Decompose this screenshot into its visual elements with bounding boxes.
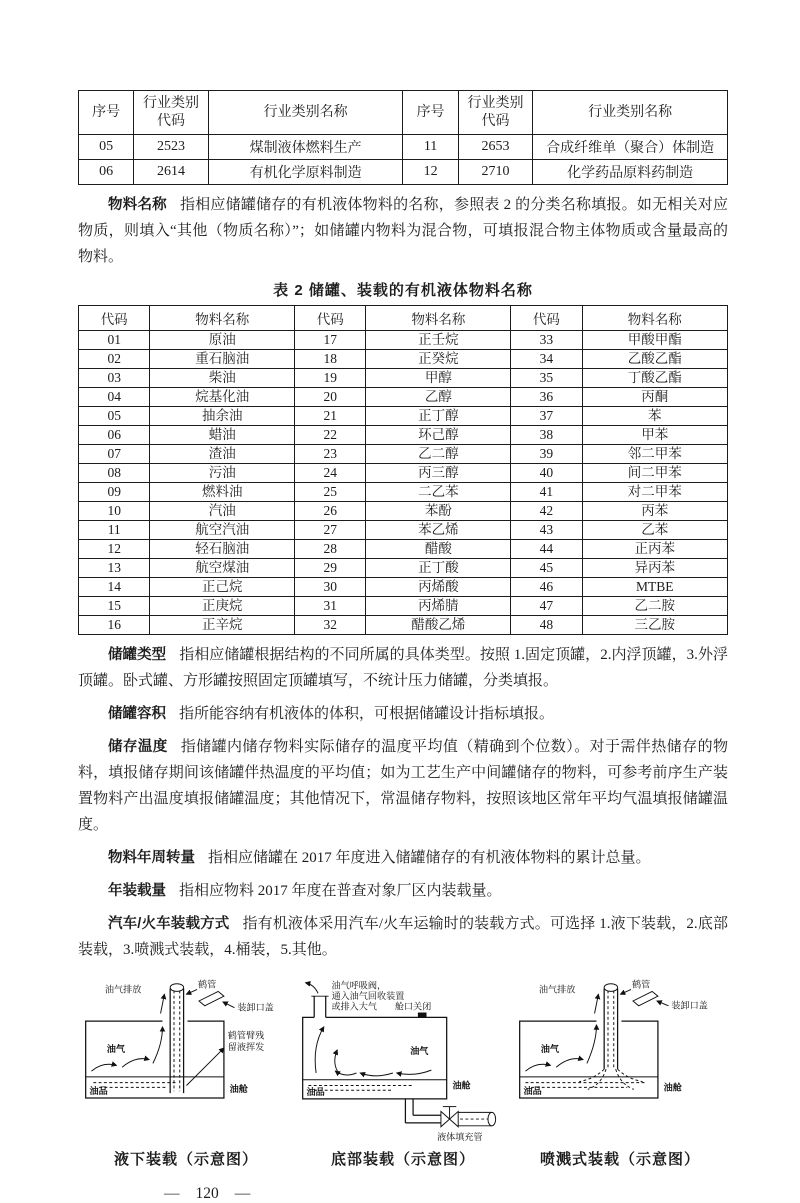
arm-pointer-arrow (620, 989, 631, 994)
table-cell: 污油 (150, 464, 295, 483)
breather-valve-label-line3: 或排入大气 (331, 1001, 378, 1012)
column-header: 代码 (79, 306, 150, 331)
cover-pointer-arrow (657, 1001, 669, 1006)
term-definition: 指相应储罐储存的有机液体物料的名称，参照表 2 的分类名称填报。如无相关对应物质，则填入“其他（物质名称）”；如储罐内物料为混合物，可填报混合物主体物质或含量最高的物料。 (78, 197, 729, 265)
table-cell: 重石脑油 (150, 350, 295, 369)
table-cell: 渣油 (150, 445, 295, 464)
table-cell: 蜡油 (150, 426, 295, 445)
table-cell: 甲苯 (582, 426, 727, 445)
table-cell: 甲醇 (366, 369, 511, 388)
page-number: 120 (195, 1185, 219, 1202)
table-cell: 36 (511, 388, 582, 407)
table-cell: 29 (295, 559, 366, 578)
table-cell: 18 (295, 350, 366, 369)
table-cell: 26 (295, 502, 366, 521)
table-cell: 46 (511, 578, 582, 597)
table-cell: 异丙苯 (582, 559, 727, 578)
figure-caption: 底部装载（示意图） (330, 1151, 475, 1168)
table-cell: 09 (79, 483, 150, 502)
cover-label: 装卸口盖 (671, 1000, 708, 1011)
table-header-row (79, 306, 728, 331)
column-header: 物料名称 (366, 306, 511, 331)
table-cell: 正庚烷 (150, 597, 295, 616)
arm-label: 鹤管 (632, 979, 651, 990)
table-cell: 正丁酸 (366, 559, 511, 578)
column-header: 行业类别名称 (208, 91, 403, 135)
table-header-row (79, 91, 728, 135)
vapor-flow-arrow (335, 1050, 339, 1074)
column-header: 代码 (511, 306, 582, 331)
oil-label: 油品 (306, 1087, 325, 1098)
vapor-flow-arrow (335, 1071, 356, 1075)
table-cell: 41 (511, 483, 582, 502)
table-cell: 苯 (582, 407, 727, 426)
table-cell: 2653 (458, 135, 533, 160)
table-cell: 原油 (150, 331, 295, 350)
table-cell: 17 (295, 331, 366, 350)
table-cell: 30 (295, 578, 366, 597)
vapor-flow-arrow (122, 1059, 149, 1068)
table-cell: 02 (79, 350, 150, 369)
tank-label: 油舱 (452, 1080, 471, 1091)
table-cell: 11 (403, 135, 458, 160)
table-cell: 醋酸乙烯 (366, 616, 511, 635)
tank-label: 油舱 (229, 1084, 248, 1095)
breather-valve-label-line1: 油气呼吸阀， (331, 980, 387, 991)
material-name-table (78, 305, 728, 635)
table-cell: 有机化学原料制造 (208, 160, 403, 185)
pipe-cap (604, 984, 617, 992)
table-cell: 16 (79, 616, 150, 635)
table-row (79, 160, 728, 185)
table-cell: 乙酸乙酯 (582, 350, 727, 369)
definition-paragraph-annual-turnover (78, 845, 728, 871)
figure-caption: 液下装载（示意图） (113, 1151, 258, 1168)
table-cell: 38 (511, 426, 582, 445)
table-cell: 苯乙烯 (366, 521, 511, 540)
vapor-release-arrow (595, 994, 599, 1013)
cover-label: 装卸口盖 (237, 1002, 274, 1013)
table-cell: 丁酸乙酯 (582, 369, 727, 388)
table-cell: 航空汽油 (150, 521, 295, 540)
table-cell: 15 (79, 597, 150, 616)
table-cell: 三乙胺 (582, 616, 727, 635)
table-cell: 47 (511, 597, 582, 616)
oil-label: 油品 (523, 1086, 542, 1097)
column-header: 物料名称 (582, 306, 727, 331)
table-cell: 12 (403, 160, 458, 185)
vapor-flow-arrow (525, 1064, 550, 1071)
table-cell: 40 (511, 464, 582, 483)
bottom-loading-diagram (295, 977, 511, 1145)
table-cell: 乙二胺 (582, 597, 727, 616)
table-cell: 01 (79, 331, 150, 350)
table-cell: 04 (79, 388, 150, 407)
table-row (79, 350, 728, 369)
table-cell: 轻石脑油 (150, 540, 295, 559)
term-label: 汽车/火车装载方式 (108, 916, 230, 932)
table-cell: 24 (295, 464, 366, 483)
vent-label: 油气排放 (538, 984, 576, 995)
vapor-label: 油气 (540, 1043, 560, 1054)
table-cell: 43 (511, 521, 582, 540)
term-label: 储存温度 (108, 739, 168, 755)
table-cell: 乙醇 (366, 388, 511, 407)
table-cell: 35 (511, 369, 582, 388)
splash-stream (616, 1069, 634, 1089)
table-row (79, 502, 728, 521)
table-cell: 苯酚 (366, 502, 511, 521)
table-cell: 汽油 (150, 502, 295, 521)
table-cell: 37 (511, 407, 582, 426)
footer-dash-right: — (234, 1185, 251, 1202)
vapor-flow-arrow (556, 1059, 583, 1068)
table-cell: 正壬烷 (366, 331, 511, 350)
figure-caption: 喷溅式装载（示意图） (539, 1151, 700, 1168)
table-cell: 丙烯腈 (366, 597, 511, 616)
table-row (79, 369, 728, 388)
table-cell: 22 (295, 426, 366, 445)
arm-pointer-arrow (186, 989, 197, 994)
vapor-label: 油气 (410, 1045, 429, 1056)
definition-paragraph-material-name (78, 192, 728, 270)
term-definition: 指有机液体采用汽车/火车运输时的装载方式。可选择 1.液下装载，2.底部装载，3.喷溅式装载，4.桶装，5.其他。 (78, 916, 728, 958)
term-label: 物料名称 (108, 197, 167, 213)
table-cell: 正癸烷 (366, 350, 511, 369)
term-definition: 指相应物料 2017 年度在普查对象厂区内装载量。 (179, 883, 502, 899)
fill-pipe-end (488, 1112, 496, 1125)
table-cell: 03 (79, 369, 150, 388)
table-cell: 25 (295, 483, 366, 502)
splash-loading-diagram (512, 977, 728, 1145)
table-cell: 抽余油 (150, 407, 295, 426)
table-cell: 44 (511, 540, 582, 559)
table-cell: 2710 (458, 160, 533, 185)
column-header: 序号 (403, 91, 458, 135)
table-cell: 丙烯酸 (366, 578, 511, 597)
table-cell: 21 (295, 407, 366, 426)
table-cell: 42 (511, 502, 582, 521)
table-row (79, 464, 728, 483)
table-row (79, 407, 728, 426)
oil-label: 油品 (89, 1086, 108, 1097)
table-cell: 05 (79, 407, 150, 426)
table-row (79, 388, 728, 407)
definition-paragraph-annual-loading (78, 878, 728, 904)
fill-pipe-label: 液体填充管 (437, 1132, 483, 1143)
splash-stream (588, 1069, 606, 1089)
table-cell: 乙二醇 (366, 445, 511, 464)
definition-paragraph-loading-mode (78, 911, 728, 963)
table-cell: 醋酸 (366, 540, 511, 559)
table-cell: 燃料油 (150, 483, 295, 502)
table-cell: 间二甲苯 (582, 464, 727, 483)
vapor-flow-arrow (587, 1025, 597, 1063)
footer-dash-left: — (164, 1185, 180, 1202)
table-cell: 07 (79, 445, 150, 464)
column-header: 代码 (295, 306, 366, 331)
hatch-cover-shape (633, 991, 658, 1005)
vapor-release-arrow (161, 994, 165, 1013)
table-cell: 航空煤油 (150, 559, 295, 578)
table-cell: 煤制液体燃料生产 (208, 135, 403, 160)
table-cell: 32 (295, 616, 366, 635)
column-header: 行业类别 代码 (134, 91, 209, 135)
table-cell: 08 (79, 464, 150, 483)
table-row (79, 559, 728, 578)
table-cell: 45 (511, 559, 582, 578)
industry-category-table (78, 90, 728, 185)
column-header: 行业类别 代码 (458, 91, 533, 135)
table-cell: 12 (79, 540, 150, 559)
table-cell: 甲酸甲酯 (582, 331, 727, 350)
table-cell: 正辛烷 (150, 616, 295, 635)
table-cell: 34 (511, 350, 582, 369)
table-cell: 28 (295, 540, 366, 559)
table-cell: 化学药品原料药制造 (533, 160, 728, 185)
table-cell: 06 (79, 426, 150, 445)
term-label: 储罐容积 (108, 706, 166, 722)
table-cell: 丙酮 (582, 388, 727, 407)
table-cell: 48 (511, 616, 582, 635)
table-cell: 丙苯 (582, 502, 727, 521)
table-cell: 合成纤维单（聚合）体制造 (533, 135, 728, 160)
table-cell: MTBE (582, 578, 727, 597)
hatch-closed-label: 舱口关闭 (394, 1001, 432, 1012)
table-row (79, 521, 728, 540)
vapor-flow-arrow (315, 1027, 324, 1073)
vent-out-arrow (306, 983, 318, 994)
column-header: 行业类别名称 (533, 91, 728, 135)
table-cell: 05 (79, 135, 134, 160)
submerged-loading-diagram (78, 977, 294, 1145)
table-cell: 乙苯 (582, 521, 727, 540)
table-cell: 正丁醇 (366, 407, 511, 426)
table-cell: 20 (295, 388, 366, 407)
definition-paragraph-tank-type (78, 642, 728, 694)
term-definition: 指所能容纳有机液体的体积，可根据储罐设计指标填报。 (179, 706, 555, 722)
table-cell: 烷基化油 (150, 388, 295, 407)
table-cell: 23 (295, 445, 366, 464)
figure-submerged-loading (78, 977, 294, 1169)
table-row (79, 426, 728, 445)
vent-label: 油气排放 (104, 984, 142, 995)
residual-label-line2: 留液挥发 (227, 1041, 265, 1052)
table-cell: 二乙苯 (366, 483, 511, 502)
table-cell: 33 (511, 331, 582, 350)
table-cell: 2523 (134, 135, 209, 160)
table-cell: 对二甲苯 (582, 483, 727, 502)
tank-label: 油舱 (663, 1082, 682, 1093)
table-row (79, 135, 728, 160)
column-header: 序号 (79, 91, 134, 135)
figure-splash-loading (512, 977, 728, 1169)
figure-bottom-loading (295, 977, 511, 1169)
table-cell: 27 (295, 521, 366, 540)
term-label: 物料年周转量 (108, 850, 195, 866)
column-header: 物料名称 (150, 306, 295, 331)
table-cell: 31 (295, 597, 366, 616)
definition-paragraph-storage-temperature (78, 734, 728, 838)
table-cell: 19 (295, 369, 366, 388)
term-label: 储罐类型 (108, 647, 167, 663)
table-cell: 正丙苯 (582, 540, 727, 559)
table-cell: 14 (79, 578, 150, 597)
closed-hatch-block (418, 1013, 427, 1018)
table-cell: 正己烷 (150, 578, 295, 597)
table-row (79, 616, 728, 635)
page-footer (164, 1185, 728, 1203)
table-row (79, 331, 728, 350)
vapor-flow-arrow (360, 1073, 393, 1076)
term-definition: 指储罐内储存物料实际储存的温度平均值（精确到个位数）。对于需伴热储存的物料，填报储存期间该储罐伴热温度的平均值；如为工艺生产中间罐储存的物料，可参考前序生产装置物料产出温度填报储罐温度；其他情况下，常温储存物料，按照该地区常年平均气温填报储罐温度。 (78, 739, 728, 833)
table-cell: 10 (79, 502, 150, 521)
table-cell: 环己醇 (366, 426, 511, 445)
table-cell: 11 (79, 521, 150, 540)
pipe-cap (170, 984, 183, 992)
hatch-cover-shape (199, 991, 224, 1005)
table-cell: 06 (79, 160, 134, 185)
loading-diagrams (78, 977, 728, 1169)
table-cell: 2614 (134, 160, 209, 185)
vapor-label: 油气 (106, 1043, 126, 1054)
vapor-flow-arrow (153, 1027, 163, 1063)
arm-label: 鹤管 (198, 979, 217, 990)
table-cell: 13 (79, 559, 150, 578)
table-cell: 柴油 (150, 369, 295, 388)
table-cell: 邻二甲苯 (582, 445, 727, 464)
table-row (79, 578, 728, 597)
table-cell: 39 (511, 445, 582, 464)
table-row (79, 540, 728, 559)
table-row (79, 483, 728, 502)
table-row (79, 445, 728, 464)
vapor-flow-arrow (91, 1064, 116, 1071)
vapor-flow-arrow (397, 1070, 432, 1074)
term-definition: 指相应储罐在 2017 年度进入储罐储存的有机液体物料的累计总量。 (208, 850, 651, 866)
cover-pointer-arrow (223, 1002, 235, 1008)
term-label: 年装载量 (108, 883, 166, 899)
residual-label-line1: 鹤管臂残 (227, 1030, 265, 1041)
table2-title: 表 2 储罐、装载的有机液体物料名称 (273, 282, 533, 299)
breather-valve-label-line2: 通入油气回收装置 (331, 991, 405, 1002)
term-definition: 指相应储罐根据结构的不同所属的具体类型。按照 1.固定顶罐，2.内浮顶罐，3.外浮顶罐。卧式罐、方形罐按照固定顶罐填写，不统计压力储罐，分类填报。 (78, 647, 728, 689)
residual-pointer-arrow (186, 1048, 223, 1085)
table-row (79, 597, 728, 616)
table-cell: 丙三醇 (366, 464, 511, 483)
definition-paragraph-tank-volume (78, 701, 728, 727)
